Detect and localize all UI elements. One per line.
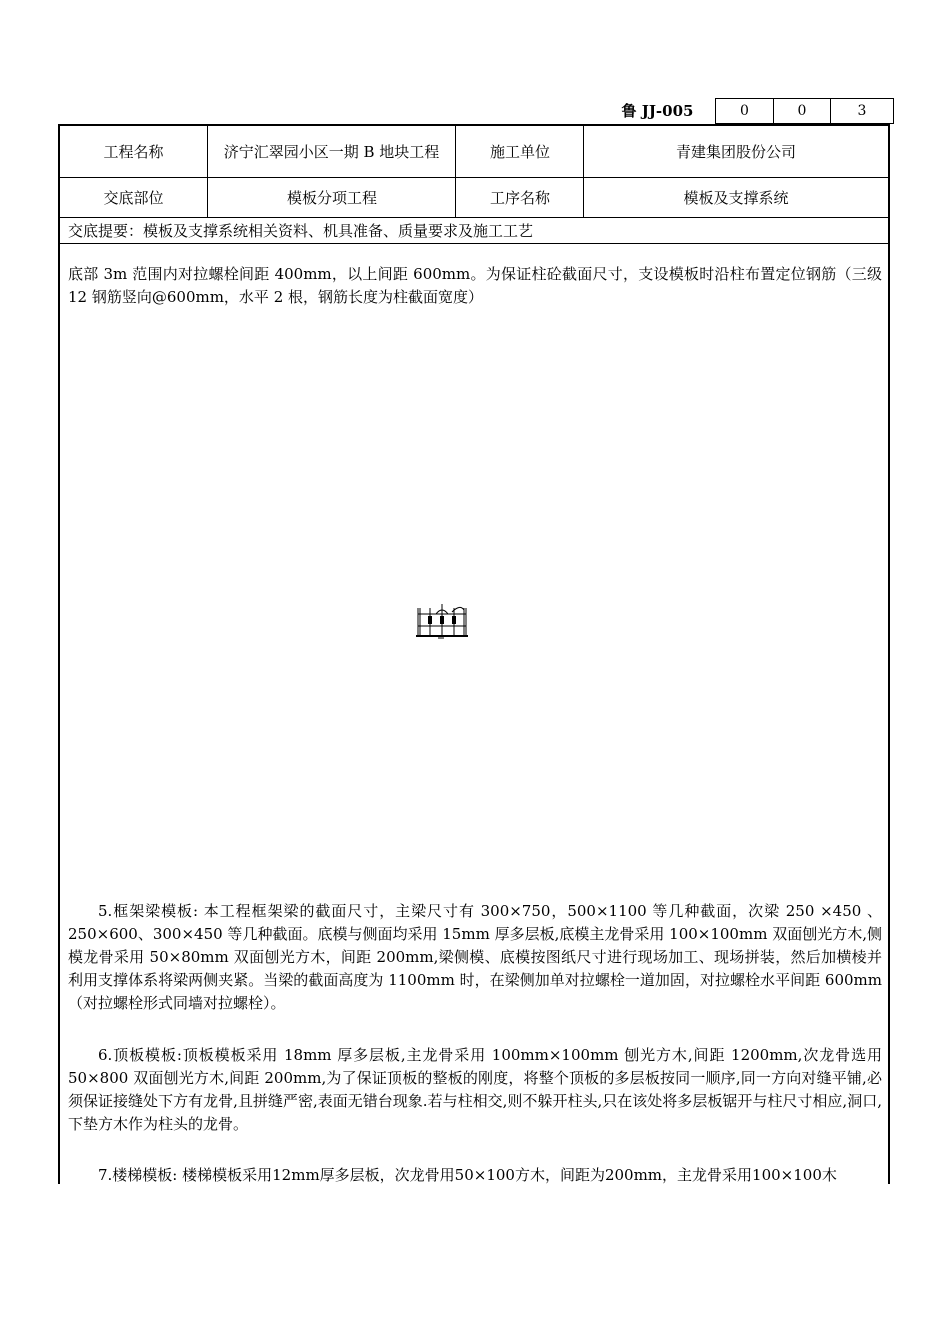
summary-text: 交底提要：模板及支撑系统相关资料、机具准备、质量要求及施工工艺 [68,222,534,240]
handover-form [58,124,890,1184]
code-box-2: 0 [774,98,831,124]
project-name-label: 工程名称 [103,142,164,161]
contractor-label: 施工单位 [455,126,584,177]
process-label: 工序名称 [455,178,584,217]
contractor-value: 青建集团股份公司 [583,126,888,177]
code-box-1: 0 [715,98,774,124]
scaffold-diagram-thumbnail [416,604,468,640]
paragraph-1: 底部 3m 范围内对拉螺栓间距 400mm，以上间距 600mm。为保证柱砼截面尺寸，支设模板时沿柱布置定位钢筋（三级 12 钢筋竖向@600mm，水平 2 根，钢筋长度为柱截面宽度） [68,265,882,306]
document-code-row [600,98,894,124]
project-name-value: 济宁汇翠园小区一期 B 地块工程 [207,126,455,177]
summary-row [60,218,888,244]
info-row-part [60,178,888,218]
part-label: 交底部位 [103,188,164,207]
process-value: 模板及支撑系统 [583,178,888,217]
document-code-label: 鲁 JJ-005 [621,102,694,120]
paragraph-7: 7.楼梯模板: 楼梯模板采用12mm厚多层板，次龙骨用50×100方木，间距为200mm，主龙骨采用100×100木 [98,1166,837,1184]
info-row-project [60,126,888,178]
paragraph-5: 5.框架梁模板: 本工程框架梁的截面尺寸，主梁尺寸有 300×750，500×1100 等几种截面，次梁 250 ×450 、250×600、300×450 等几种截面。底模与侧面均采用 15mm 厚多层板,底模主龙骨采用 100×100mm 双面刨光方木,侧模龙骨采用 50×80mm 双面刨光方木，间距 200mm,梁侧模、底模按图纸尺寸进行现场加工、现场拼装，然后加横棱并利用支撑体系将梁两侧夹紧。当梁的截面高度为 1100mm 时，在梁侧加单对拉螺栓一道加固，对拉螺栓水平间距 600mm（对拉螺栓形式同墙对拉螺栓）。 [68,902,882,1012]
part-value: 模板分项工程 [207,178,456,217]
code-box-3: 3 [831,98,894,124]
paragraph-6: 6.顶板模板:顶板模板采用 18mm 厚多层板,主龙骨采用 100mm×100mm 刨光方木,间距 1200mm,次龙骨选用 50×800 双面刨光方木,间距 200mm,为了保证顶板的整板的刚度，将整个顶板的多层板按同一顺序,同一方向对缝平铺,必须保证接缝处下方有龙骨,且拼缝严密,表面无错台现象.若与柱相交,则不躲开柱头,只在该处将多层板锯开与柱尺寸相应,洞口,下垫方木作为柱头的龙骨。 [68,1046,882,1133]
